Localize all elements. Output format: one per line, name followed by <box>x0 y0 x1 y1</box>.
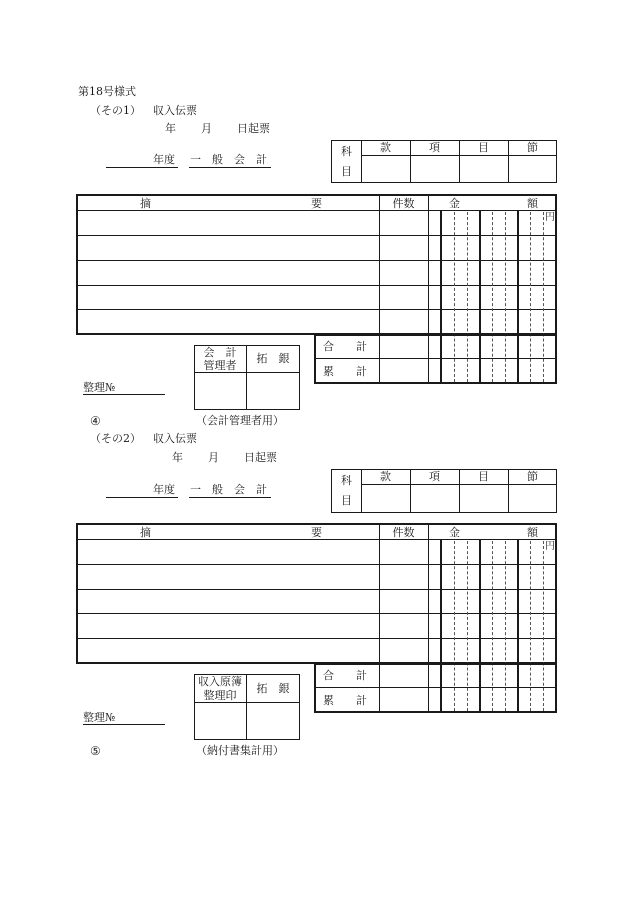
subject-col-kou: 項 <box>429 470 440 483</box>
subject-label-bottom: 目 <box>341 494 352 507</box>
stamp-left-line2: 整理印 <box>203 689 237 702</box>
stamp-right-label: 拓 銀 <box>256 682 290 695</box>
header-amount-left: 金 <box>449 197 460 210</box>
reference-field[interactable] <box>83 724 165 725</box>
subject-col-kan: 款 <box>380 141 391 154</box>
stamp-left-line1: 会 計 <box>203 346 237 359</box>
reference-label: 整理№ <box>83 711 116 724</box>
account-name: 一 般 会 計 <box>190 153 267 166</box>
header-amount-left: 金 <box>449 526 460 539</box>
stamp-left-line2: 管理者 <box>203 359 237 372</box>
total-label: 合 計 <box>323 669 367 682</box>
cumulative-label: 累 計 <box>323 694 367 707</box>
header-summary-left: 摘 <box>140 197 151 210</box>
slip-section-1 <box>0 0 630 428</box>
subject-col-moku: 目 <box>478 141 489 154</box>
date-month: 月 <box>201 122 212 135</box>
circled-number: ④ <box>90 414 101 428</box>
subject-col-kan: 款 <box>380 470 391 483</box>
header-summary-left: 摘 <box>140 526 151 539</box>
date-day: 日起票 <box>244 451 277 464</box>
header-summary-right: 要 <box>311 197 322 210</box>
reference-label: 整理№ <box>83 381 116 394</box>
section-label: （その2） <box>90 432 141 445</box>
header-count: 件数 <box>392 526 415 539</box>
subject-label-top: 科 <box>341 474 352 487</box>
header-count: 件数 <box>392 197 415 210</box>
date-day: 日起票 <box>237 122 270 135</box>
fiscal-year-label: 年度 <box>153 483 175 496</box>
usage-label: （会計管理者用） <box>196 414 284 427</box>
date-month: 月 <box>208 451 219 464</box>
currency-unit: 円 <box>545 541 555 552</box>
usage-label: （納付書集計用） <box>196 744 284 757</box>
subject-col-kou: 項 <box>429 141 440 154</box>
slip-title: 収入伝票 <box>153 432 197 445</box>
main-table <box>76 523 557 664</box>
subject-label-top: 科 <box>341 145 352 158</box>
circled-number: ⑤ <box>90 744 101 758</box>
header-amount-right: 額 <box>527 197 538 210</box>
subject-col-setsu: 節 <box>527 141 538 154</box>
form-number: 第18号様式 <box>78 85 136 98</box>
main-table <box>76 194 557 335</box>
currency-unit: 円 <box>545 212 555 223</box>
date-year: 年 <box>172 451 183 464</box>
header-amount-right: 額 <box>527 526 538 539</box>
header-summary-right: 要 <box>311 526 322 539</box>
stamp-left-line1: 収入原簿 <box>198 675 242 688</box>
fiscal-year-field[interactable] <box>106 497 178 498</box>
account-name: 一 般 会 計 <box>190 483 267 496</box>
subject-label-bottom: 目 <box>341 165 352 178</box>
subject-col-moku: 目 <box>478 470 489 483</box>
fiscal-year-label: 年度 <box>153 153 175 166</box>
subject-col-setsu: 節 <box>527 470 538 483</box>
section-label: （その1） <box>90 104 141 117</box>
fiscal-year-field[interactable] <box>106 167 178 168</box>
slip-title: 収入伝票 <box>153 104 197 117</box>
date-year: 年 <box>165 122 176 135</box>
total-label: 合 計 <box>323 340 367 353</box>
cumulative-label: 累 計 <box>323 365 367 378</box>
slip-section-2 <box>0 330 630 758</box>
stamp-right-label: 拓 銀 <box>256 352 290 365</box>
